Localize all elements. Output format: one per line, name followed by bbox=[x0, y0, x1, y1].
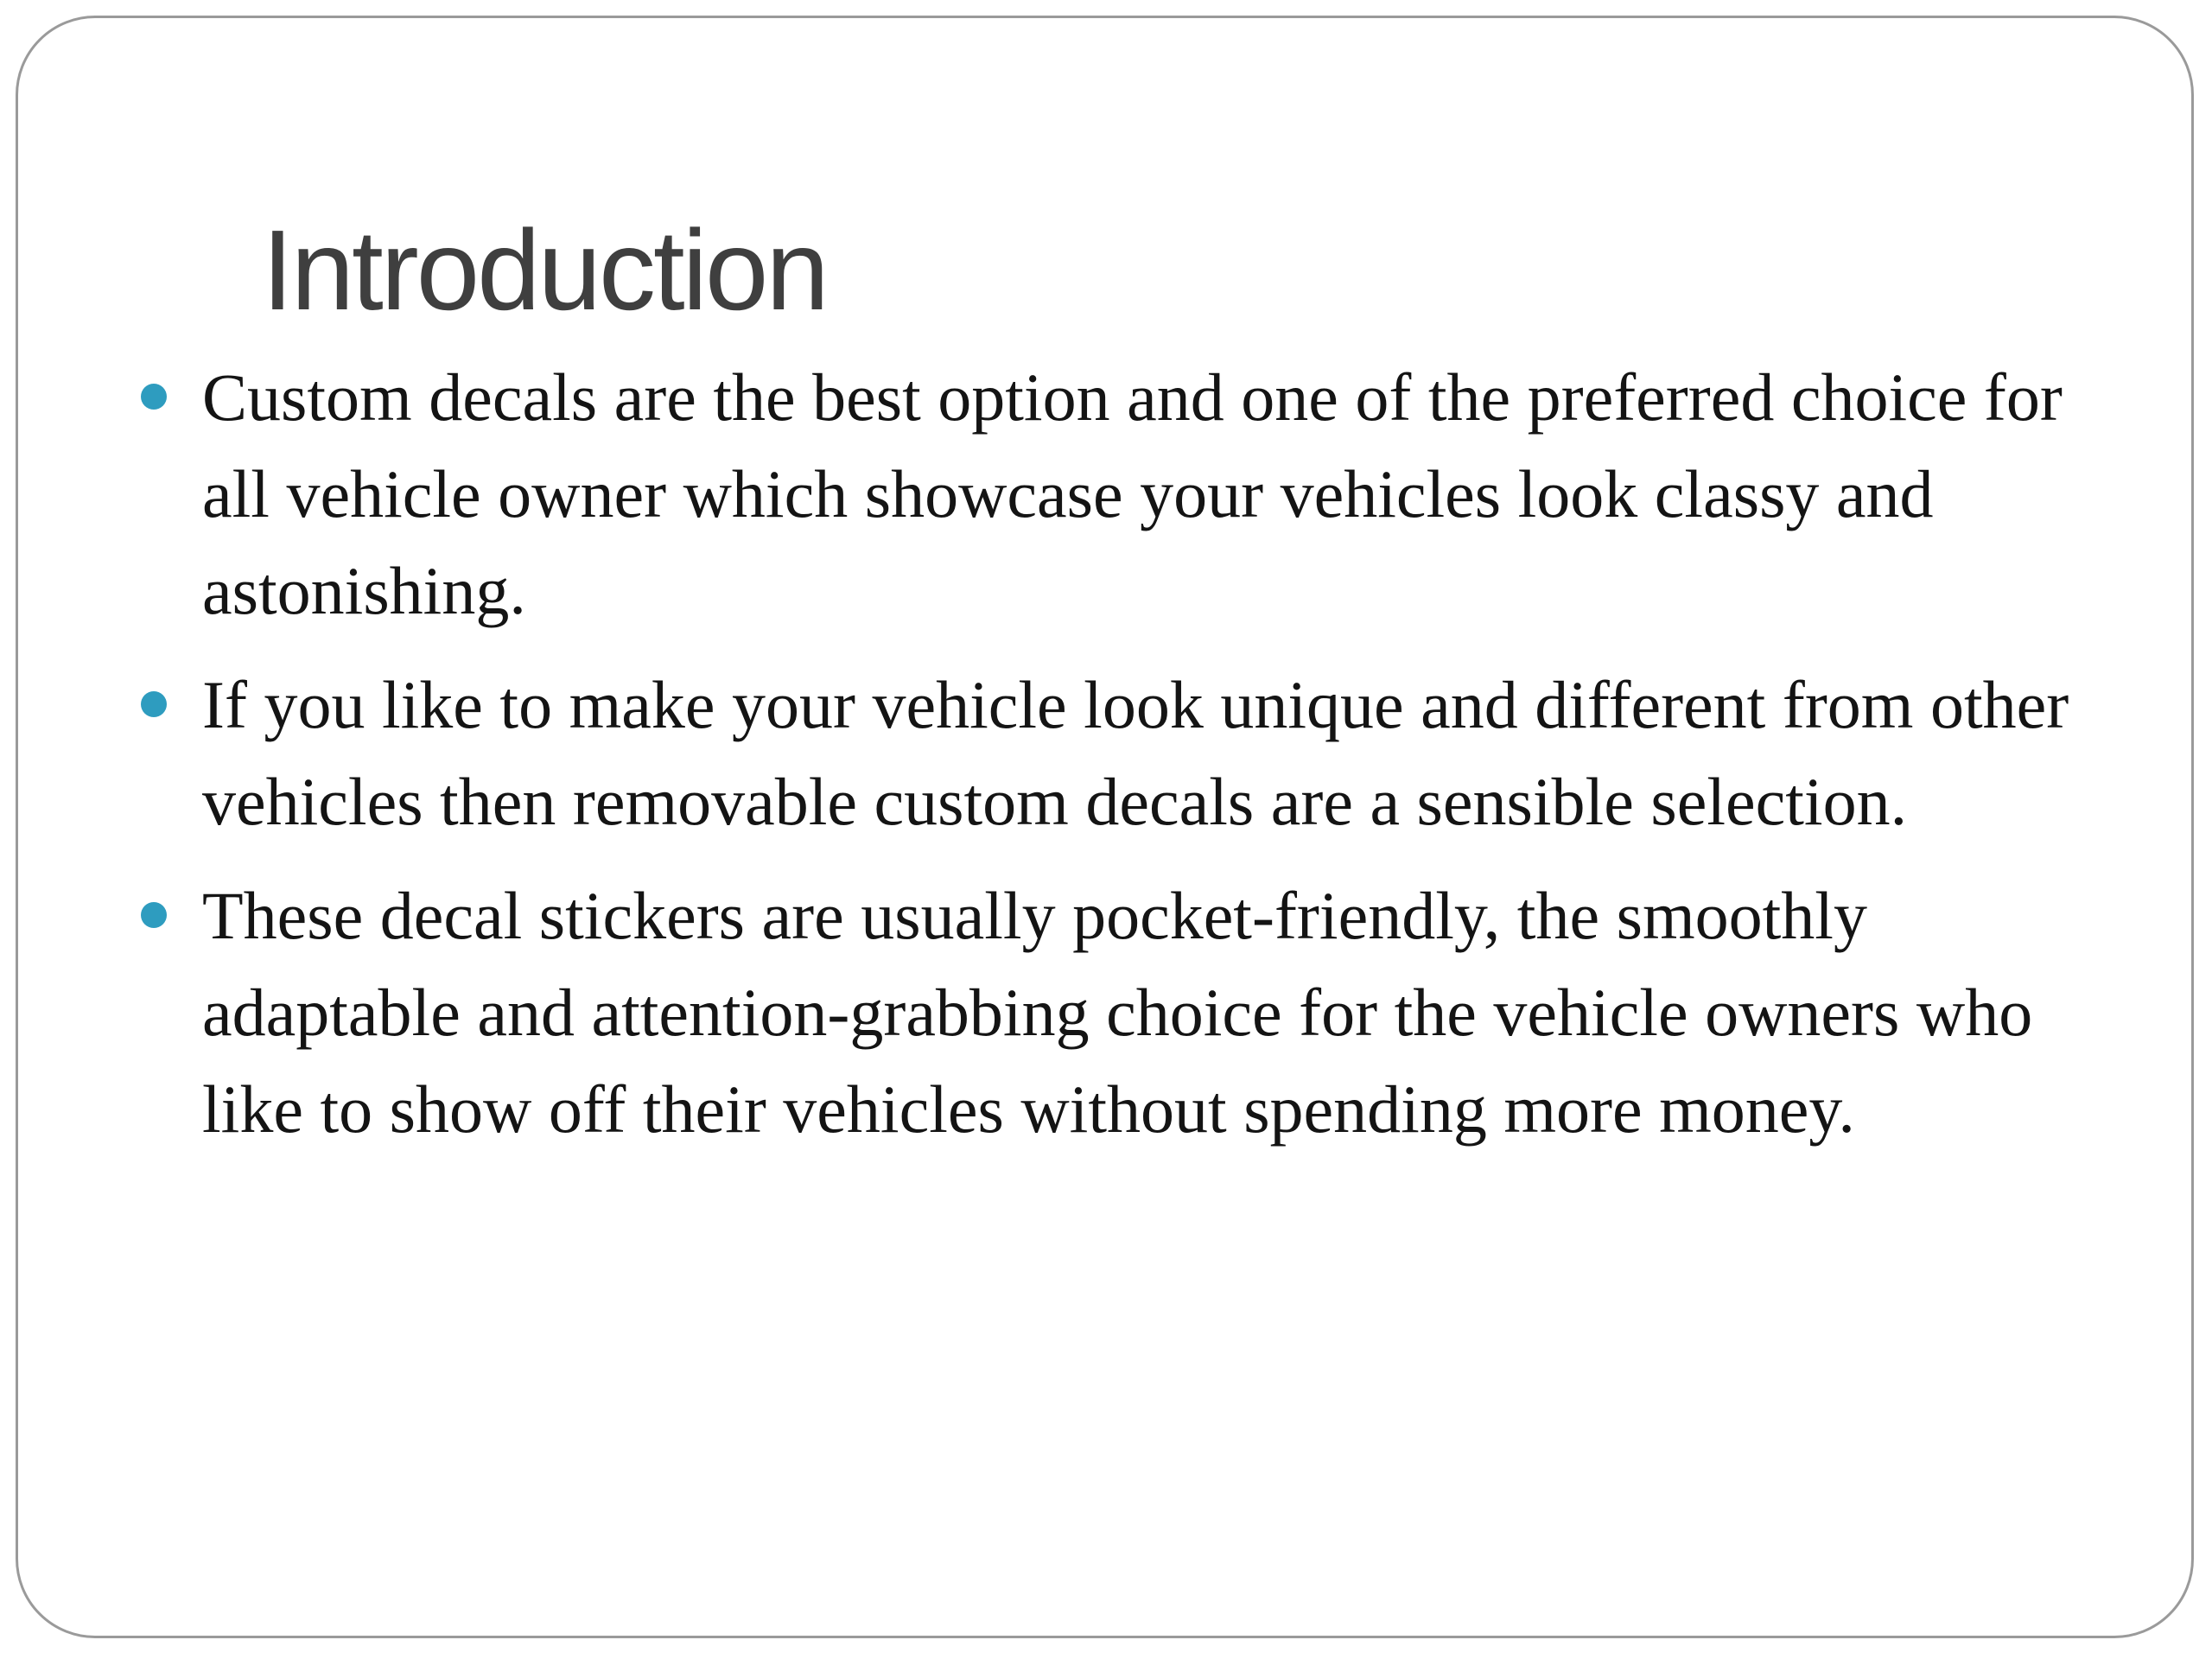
bullet-text: If you like to make your vehicle look unique and different from other vehicles then removable custom decals are a sensible selection. bbox=[202, 667, 2069, 839]
bullet-dot-icon bbox=[141, 902, 167, 928]
bullet-text: These decal stickers are usually pocket-friendly, the smoothly adaptable and attention-grabbing choice for the vehicle owners who like to show off their vehicles without spending more money. bbox=[202, 878, 2033, 1147]
bullet-dot-icon bbox=[141, 384, 167, 410]
bullet-dot-icon bbox=[141, 691, 167, 717]
slide-frame bbox=[16, 16, 2194, 1638]
bullet-list bbox=[18, 349, 2196, 1175]
bullet-item bbox=[18, 657, 2196, 850]
slide-title: Introduction bbox=[262, 207, 827, 334]
bullet-item bbox=[18, 868, 2196, 1158]
bullet-text: Custom decals are the best option and one of the preferred choice for all vehicle owner which showcase your vehicles look classy and astonishing. bbox=[202, 359, 2063, 628]
bullet-item bbox=[18, 349, 2196, 639]
